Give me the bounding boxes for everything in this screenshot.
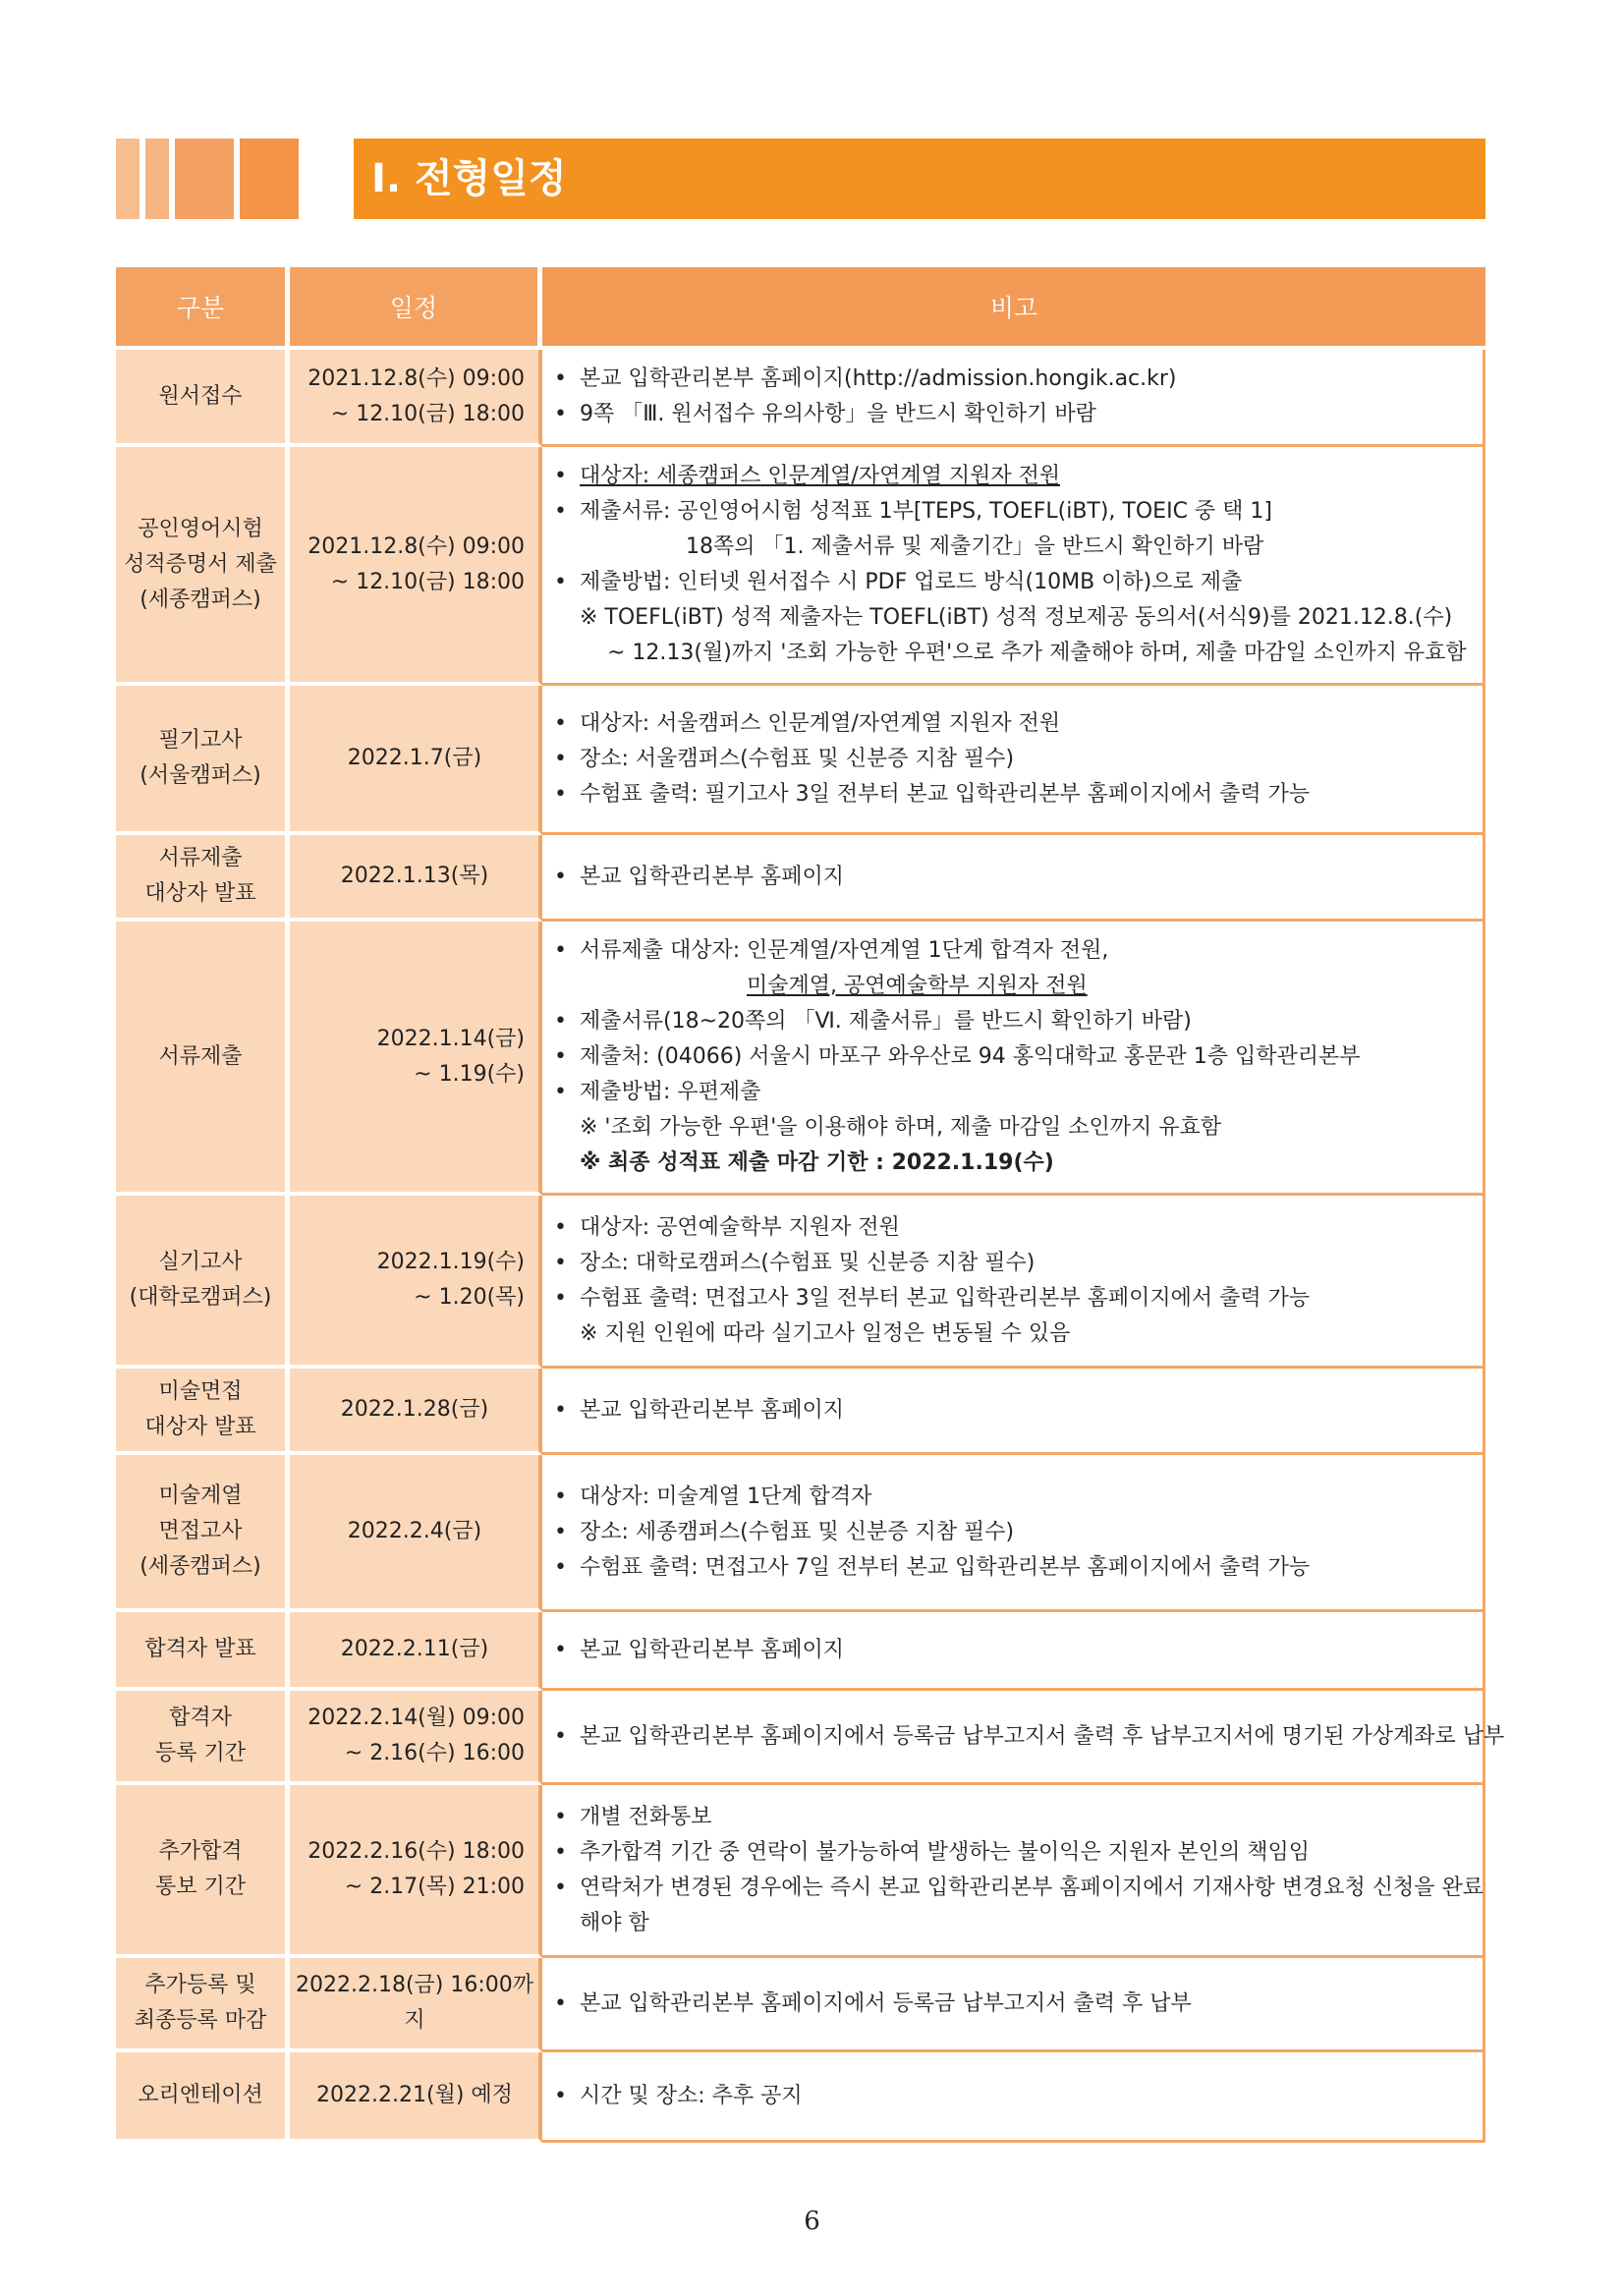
row-category: 추가합격 통보 기간	[116, 1785, 290, 1958]
row-date: 2022.1.7(금)	[290, 686, 542, 835]
row-notes	[542, 1612, 1485, 1691]
table-row	[116, 2052, 1485, 2143]
row-notes	[542, 1785, 1485, 1958]
note-item: • 대상자: 미술계열 1단계 합격자	[550, 1480, 1477, 1515]
row-notes	[542, 1196, 1485, 1369]
table-row	[116, 1455, 1485, 1612]
note-item: 18쪽의 「1. 제출서류 및 제출기간」을 반드시 확인하기 바람	[686, 534, 1264, 559]
note-item: • 추가합격 기간 중 연락이 불가능하여 발생하는 불이익은 지원자 본인의 책임임	[550, 1835, 1477, 1871]
row-category: 추가등록 및 최종등록 마감	[116, 1958, 290, 2052]
note-item: • 대상자: 공연예술학부 지원자 전원	[550, 1210, 1477, 1246]
row-category: 미술면접 대상자 발표	[116, 1369, 290, 1455]
header-deco-block	[240, 139, 299, 219]
row-date: 2022.2.16(수) 18:00 ~ 2.17(목) 21:00	[290, 1785, 542, 1958]
row-date: 2022.1.19(수) ~ 1.20(목)	[290, 1196, 542, 1369]
row-category: 서류제출 대상자 발표	[116, 835, 290, 922]
header-deco-block	[116, 139, 140, 219]
row-notes	[542, 447, 1485, 686]
table-row	[116, 350, 1485, 447]
row-category: 필기고사 (서울캠퍼스)	[116, 686, 290, 835]
row-date: 2022.2.21(월) 예정	[290, 2052, 542, 2143]
note-item: • 장소: 대학로캠퍼스(수험표 및 신분증 지참 필수)	[550, 1246, 1477, 1281]
section-header	[116, 139, 1485, 219]
table-row	[116, 835, 1485, 922]
row-notes	[542, 1455, 1485, 1612]
table-row	[116, 1369, 1485, 1455]
note-item: • 제출처: (04066) 서울시 마포구 와우산로 94 홍익대학교 홍문관 1층 입학관리본부	[550, 1039, 1477, 1075]
table-row	[116, 447, 1485, 686]
row-category: 공인영어시험 성적증명서 제출 (세종캠퍼스)	[116, 447, 290, 686]
note-item: • 수험표 출력: 면접고사 3일 전부터 본교 입학관리본부 홈페이지에서 출력 가능	[550, 1281, 1477, 1316]
note-item: • 본교 입학관리본부 홈페이지	[550, 860, 1477, 895]
row-date: 2022.2.14(월) 09:00 ~ 2.16(수) 16:00	[290, 1691, 542, 1785]
row-notes	[542, 835, 1485, 922]
row-date: 2022.1.14(금) ~ 1.19(수)	[290, 922, 542, 1196]
row-date: 2022.2.18(금) 16:00까지	[290, 1958, 542, 2052]
note-item: 해야 함	[580, 1910, 649, 1935]
column-header-note: 비고	[542, 267, 1485, 350]
section-title: Ⅰ. 전형일정	[354, 139, 1485, 219]
column-header-date: 일정	[290, 267, 542, 350]
note-item: ※ TOEFL(iBT) 성적 제출자는 TOEFL(iBT) 성적 정보제공 동의서(서식9)를 2021.12.8.(수)	[580, 605, 1453, 630]
row-notes	[542, 686, 1485, 835]
table-row	[116, 1958, 1485, 2052]
row-date: 2022.2.11(금)	[290, 1612, 542, 1691]
table-row	[116, 1612, 1485, 1691]
row-notes	[542, 350, 1485, 447]
note-item: • 제출서류: 공인영어시험 성적표 1부[TEPS, TOEFL(iBT), TOEIC 중 택 1]	[550, 494, 1477, 530]
row-category: 오리엔테이션	[116, 2052, 290, 2143]
note-item: • 대상자: 서울캠퍼스 인문계열/자연계열 지원자 전원	[550, 706, 1477, 742]
row-category: 서류제출	[116, 922, 290, 1196]
note-item: • 장소: 서울캠퍼스(수험표 및 신분증 지참 필수)	[550, 742, 1477, 777]
note-item: • 제출방법: 우편제출	[550, 1075, 1477, 1110]
note-item: ※ 지원 인원에 따라 실기고사 일정은 변동될 수 있음	[580, 1320, 1071, 1346]
row-notes	[542, 1691, 1505, 1785]
note-item: • 장소: 세종캠퍼스(수험표 및 신분증 지참 필수)	[550, 1515, 1477, 1550]
row-date: 2021.12.8(수) 09:00 ~ 12.10(금) 18:00	[290, 447, 542, 686]
note-item: • 본교 입학관리본부 홈페이지에서 등록금 납부고지서 출력 후 납부고지서에 명기된 가상계좌로 납부	[550, 1719, 1477, 1755]
row-category: 실기고사 (대학로캠퍼스)	[116, 1196, 290, 1369]
header-deco-block	[145, 139, 169, 219]
row-notes	[542, 922, 1485, 1196]
header-deco-block	[175, 139, 234, 219]
note-item: • 서류제출 대상자: 인문계열/자연계열 1단계 합격자 전원,	[550, 933, 1477, 969]
note-item: • 개별 전화통보	[550, 1800, 1477, 1835]
table-row	[116, 1691, 1485, 1785]
note-item: ~ 12.13(월)까지 '조회 가능한 우편'으로 추가 제출해야 하며, 제출 마감일 소인까지 유효함	[607, 641, 1467, 665]
schedule-table	[116, 267, 1505, 2143]
row-category: 합격자 등록 기간	[116, 1691, 290, 1785]
row-notes	[542, 1369, 1485, 1455]
row-date: 2022.1.13(목)	[290, 835, 542, 922]
row-notes	[542, 2052, 1485, 2143]
note-item: ※ 최종 성적표 제출 마감 기한 : 2022.1.19(수)	[580, 1150, 1054, 1175]
note-item: • 본교 입학관리본부 홈페이지에서 등록금 납부고지서 출력 후 납부	[550, 1987, 1477, 2022]
row-category: 원서접수	[116, 350, 290, 447]
note-item: • 제출방법: 인터넷 원서접수 시 PDF 업로드 방식(10MB 이하)으로 제출	[550, 565, 1477, 600]
row-date: 2022.1.28(금)	[290, 1369, 542, 1455]
table-row	[116, 1785, 1485, 1958]
note-item: • 본교 입학관리본부 홈페이지(http://admission.hongik.ac.kr)	[550, 362, 1477, 397]
table-row	[116, 922, 1485, 1196]
note-item: • 대상자: 세종캠퍼스 인문계열/자연계열 지원자 전원	[550, 459, 1477, 494]
page-number: 6	[804, 2207, 820, 2236]
row-date: 2022.2.4(금)	[290, 1455, 542, 1612]
note-item: • 수험표 출력: 필기고사 3일 전부터 본교 입학관리본부 홈페이지에서 출력 가능	[550, 777, 1477, 812]
note-item: • 시간 및 장소: 추후 공지	[550, 2079, 1477, 2114]
note-item: • 제출서류(18~20쪽의 「Ⅵ. 제출서류」를 반드시 확인하기 바람)	[550, 1004, 1477, 1039]
note-item: • 수험표 출력: 면접고사 7일 전부터 본교 입학관리본부 홈페이지에서 출력 가능	[550, 1550, 1477, 1586]
note-item: • 9쪽 「Ⅲ. 원서접수 유의사항」을 반드시 확인하기 바람	[550, 397, 1477, 432]
table-header-row	[116, 267, 1485, 350]
note-item: ※ '조회 가능한 우편'을 이용해야 하며, 제출 마감일 소인까지 유효함	[580, 1115, 1222, 1140]
row-date: 2021.12.8(수) 09:00 ~ 12.10(금) 18:00	[290, 350, 542, 447]
note-item: 미술계열, 공연예술학부 지원자 전원	[747, 974, 1088, 998]
row-category: 합격자 발표	[116, 1612, 290, 1691]
note-item: • 본교 입학관리본부 홈페이지	[550, 1633, 1477, 1668]
column-header-category: 구분	[116, 267, 290, 350]
row-category: 미술계열 면접고사 (세종캠퍼스)	[116, 1455, 290, 1612]
note-item: • 연락처가 변경된 경우에는 즉시 본교 입학관리본부 홈페이지에서 기재사항 변경요청 신청을 완료	[550, 1871, 1477, 1906]
table-row	[116, 686, 1485, 835]
row-notes	[542, 1958, 1485, 2052]
note-item: • 본교 입학관리본부 홈페이지	[550, 1393, 1477, 1428]
table-row	[116, 1196, 1485, 1369]
